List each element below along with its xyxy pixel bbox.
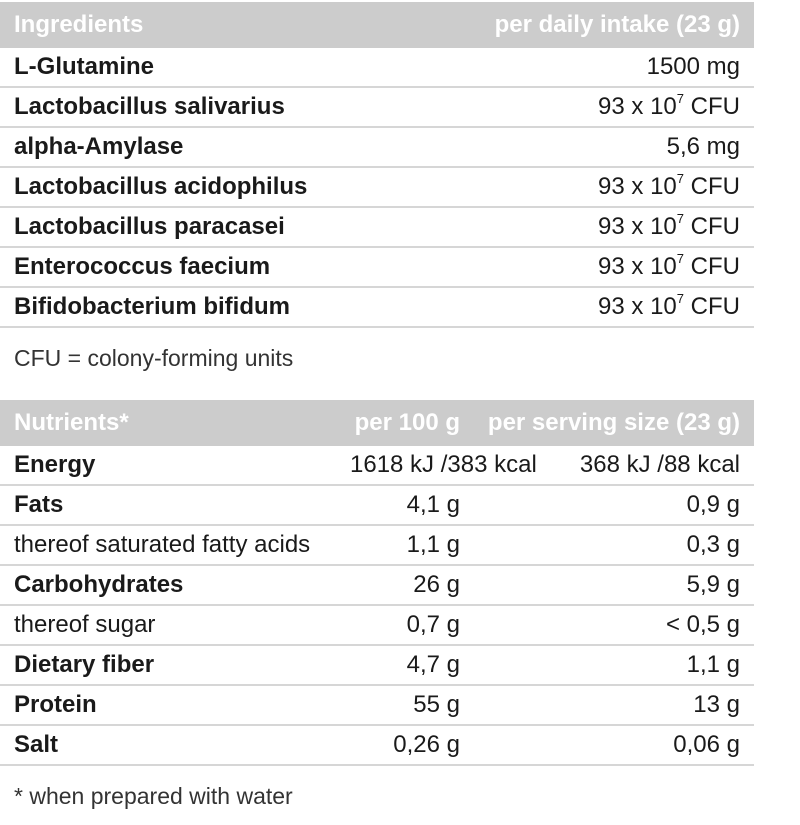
ingredient-name: Lactobacillus salivarius — [14, 93, 285, 120]
nutrient-name: Fats — [14, 491, 64, 518]
nutrient-row — [0, 526, 754, 566]
ingredients-table — [0, 2, 754, 328]
nutrient-per-100g: 1,1 g — [406, 531, 460, 558]
nutrient-row — [0, 446, 754, 486]
nutrient-per-100g: 4,1 g — [406, 491, 460, 518]
ingredient-amount: 93 x $10^7$ CFU — [598, 211, 740, 240]
ingredient-amount: 93 x $10^7$ CFU — [598, 291, 740, 320]
nutrient-per-100g: 55 g — [413, 691, 460, 718]
ingredient-name: Lactobacillus paracasei — [14, 213, 285, 240]
nutrient-row — [0, 646, 754, 686]
per-100g-header: per 100 g — [354, 409, 460, 436]
nutrient-per-serving: 0,06 g — [673, 731, 740, 758]
nutrients-table — [0, 400, 754, 766]
ingredient-row — [0, 288, 754, 328]
cfu-footnote: CFU = colony-forming units — [14, 345, 294, 371]
nutrients-header — [0, 400, 754, 446]
per-serving-header: per serving size (23 g) — [487, 409, 740, 436]
nutrient-per-100g: 0,7 g — [406, 611, 460, 638]
nutrient-row — [0, 606, 754, 646]
nutrient-per-serving: 1,1 g — [686, 651, 740, 678]
nutrient-name: Dietary fiber — [14, 651, 155, 678]
nutrient-name: Energy — [14, 451, 96, 478]
nutrient-row — [0, 686, 754, 726]
nutrient-name: thereof saturated fatty acids — [14, 531, 311, 558]
nutrients-header-label: Nutrients* — [14, 409, 129, 436]
nutrient-per-serving: 368 kJ /88 kcal — [579, 451, 740, 478]
nutrient-per-serving: 0,9 g — [686, 491, 740, 518]
ingredient-row — [0, 248, 754, 288]
nutrient-per-100g: 4,7 g — [406, 651, 460, 678]
water-footnote: * when prepared with water — [14, 783, 293, 809]
ingredient-amount: 93 x $10^7$ CFU — [598, 251, 740, 280]
ingredient-amount: 93 x $10^7$ CFU — [598, 91, 740, 120]
nutrient-row — [0, 486, 754, 526]
ingredients-header-label: Ingredients — [14, 11, 144, 38]
ingredient-row — [0, 168, 754, 208]
ingredient-name: Lactobacillus acidophilus — [14, 173, 308, 200]
nutrient-per-serving: 0,3 g — [686, 531, 740, 558]
nutrient-name: Protein — [14, 691, 97, 718]
ingredients-header — [0, 2, 754, 48]
nutrient-per-serving: < 0,5 g — [665, 611, 740, 638]
ingredient-amount: 5,6 mg — [666, 133, 740, 160]
ingredient-name: Bifidobacterium bifidum — [14, 293, 290, 320]
ingredient-amount: 93 x $10^7$ CFU — [598, 171, 740, 200]
nutrient-per-serving: 13 g — [693, 691, 740, 718]
nutrient-per-100g: 0,26 g — [393, 731, 460, 758]
ingredient-row — [0, 88, 754, 128]
nutrient-per-100g: 26 g — [413, 571, 460, 598]
nutrient-name: Carbohydrates — [14, 571, 184, 598]
ingredient-row — [0, 208, 754, 248]
nutrient-name: Salt — [14, 731, 59, 758]
ingredient-name: L-Glutamine — [14, 53, 155, 80]
nutrient-per-100g: 1618 kJ /383 kcal — [350, 451, 537, 478]
ingredient-name: alpha-Amylase — [14, 133, 184, 160]
nutrient-row — [0, 726, 754, 766]
ingredient-row — [0, 48, 754, 88]
daily-intake-header: per daily intake (23 g) — [494, 11, 740, 38]
ingredient-row — [0, 128, 754, 168]
ingredient-name: Enterococcus faecium — [14, 253, 271, 280]
ingredient-amount: 1500 mg — [646, 53, 740, 80]
nutrient-per-serving: 5,9 g — [686, 571, 740, 598]
nutrient-name: thereof sugar — [14, 611, 156, 638]
nutrient-row — [0, 566, 754, 606]
